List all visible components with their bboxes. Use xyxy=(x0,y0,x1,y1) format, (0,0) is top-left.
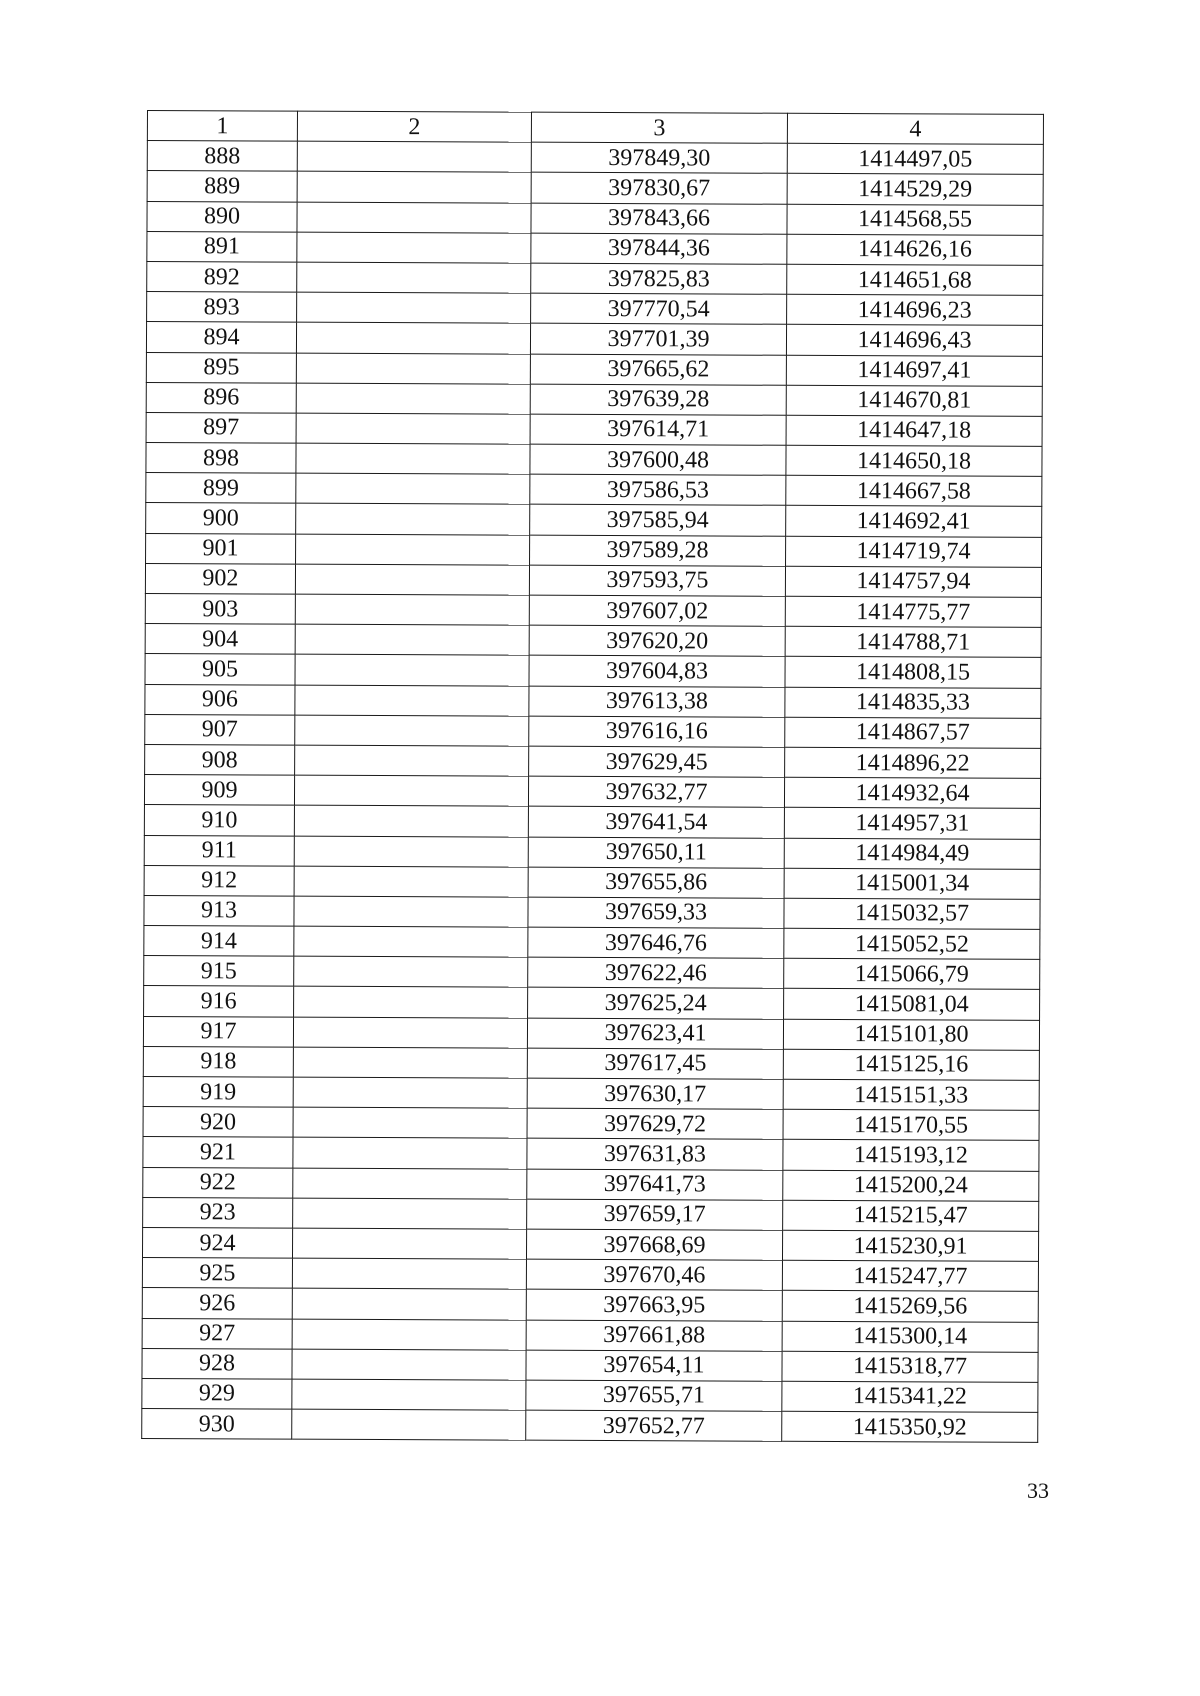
empty-cell xyxy=(294,775,528,806)
empty-cell xyxy=(294,836,528,867)
empty-cell xyxy=(293,1168,527,1199)
table-row xyxy=(145,714,1041,748)
table-row xyxy=(143,1197,1039,1231)
y-coordinate-cell: 1414808,15 xyxy=(785,657,1041,688)
y-coordinate-cell: 1414896,22 xyxy=(785,747,1041,778)
x-coordinate-cell: 397623,41 xyxy=(527,1018,783,1049)
empty-cell xyxy=(293,1107,527,1138)
x-coordinate-cell: 397617,45 xyxy=(527,1048,783,1079)
point-number-cell: 920 xyxy=(143,1107,293,1138)
empty-cell xyxy=(295,564,529,595)
x-coordinate-cell: 397625,24 xyxy=(528,988,784,1019)
empty-cell xyxy=(295,685,529,716)
point-number-cell: 899 xyxy=(146,473,296,504)
y-coordinate-cell: 1415066,79 xyxy=(784,959,1040,990)
empty-cell xyxy=(295,655,529,686)
table-row xyxy=(146,473,1042,507)
coordinates-table xyxy=(141,110,1044,1443)
table-row xyxy=(142,1258,1038,1292)
table-row xyxy=(142,1348,1038,1382)
table-row xyxy=(143,1016,1039,1050)
y-coordinate-cell: 1415300,14 xyxy=(782,1321,1038,1352)
y-coordinate-cell: 1415269,56 xyxy=(782,1291,1038,1322)
y-coordinate-cell: 1415350,92 xyxy=(782,1411,1038,1442)
x-coordinate-cell: 397641,54 xyxy=(528,806,784,837)
point-number-cell: 915 xyxy=(144,956,294,987)
point-number-cell: 914 xyxy=(144,926,294,957)
y-coordinate-cell: 1414984,49 xyxy=(784,838,1040,869)
table-row xyxy=(145,624,1041,658)
y-coordinate-cell: 1415151,33 xyxy=(783,1079,1039,1110)
x-coordinate-cell: 397668,69 xyxy=(526,1229,782,1260)
empty-cell xyxy=(295,594,529,625)
empty-cell xyxy=(296,443,530,474)
point-number-cell: 892 xyxy=(147,261,297,292)
point-number-cell: 889 xyxy=(147,171,297,202)
point-number-cell: 913 xyxy=(144,895,294,926)
y-coordinate-cell: 1414775,77 xyxy=(785,596,1041,627)
x-coordinate-cell: 397770,54 xyxy=(531,293,787,324)
x-coordinate-cell: 397629,72 xyxy=(527,1108,783,1139)
empty-cell xyxy=(295,745,529,776)
x-coordinate-cell: 397655,71 xyxy=(526,1380,782,1411)
table-row xyxy=(147,292,1043,326)
empty-cell xyxy=(295,624,529,655)
column-header-1: 1 xyxy=(147,111,297,142)
point-number-cell: 916 xyxy=(144,986,294,1017)
point-number-cell: 901 xyxy=(146,533,296,564)
empty-cell xyxy=(294,987,528,1018)
table-row xyxy=(147,171,1043,205)
empty-cell xyxy=(294,896,528,927)
table-row xyxy=(142,1318,1038,1352)
x-coordinate-cell: 397613,38 xyxy=(529,686,785,717)
y-coordinate-cell: 1414696,23 xyxy=(787,294,1043,325)
point-number-cell: 921 xyxy=(143,1137,293,1168)
table-row xyxy=(147,201,1043,235)
x-coordinate-cell: 397589,28 xyxy=(530,535,786,566)
y-coordinate-cell: 1414626,16 xyxy=(787,234,1043,265)
column-header-2: 2 xyxy=(297,111,531,142)
empty-cell xyxy=(292,1319,526,1350)
x-coordinate-cell: 397630,17 xyxy=(527,1078,783,1109)
y-coordinate-cell: 1414957,31 xyxy=(784,808,1040,839)
empty-cell xyxy=(294,866,528,897)
table-row xyxy=(144,775,1040,809)
x-coordinate-cell: 397659,33 xyxy=(528,897,784,928)
point-number-cell: 909 xyxy=(144,775,294,806)
x-coordinate-cell: 397661,88 xyxy=(526,1320,782,1351)
y-coordinate-cell: 1414651,68 xyxy=(787,264,1043,295)
table-row xyxy=(144,805,1040,839)
y-coordinate-cell: 1415247,77 xyxy=(782,1260,1038,1291)
y-coordinate-cell: 1415215,47 xyxy=(783,1200,1039,1231)
point-number-cell: 919 xyxy=(143,1076,293,1107)
y-coordinate-cell: 1414667,58 xyxy=(786,476,1042,507)
table-row xyxy=(146,412,1042,446)
table-header-row xyxy=(147,111,1043,145)
table-row xyxy=(143,1137,1039,1171)
y-coordinate-cell: 1415052,52 xyxy=(784,928,1040,959)
empty-cell xyxy=(293,1077,527,1108)
x-coordinate-cell: 397616,16 xyxy=(529,716,785,747)
table-row xyxy=(146,443,1042,477)
y-coordinate-cell: 1414719,74 xyxy=(786,536,1042,567)
point-number-cell: 922 xyxy=(143,1167,293,1198)
table-row xyxy=(144,956,1040,990)
point-number-cell: 903 xyxy=(145,593,295,624)
empty-cell xyxy=(296,383,530,414)
table-row xyxy=(146,382,1042,416)
empty-cell xyxy=(293,1138,527,1169)
table-row xyxy=(144,835,1040,869)
point-number-cell: 930 xyxy=(142,1409,292,1440)
x-coordinate-cell: 397586,53 xyxy=(530,474,786,505)
x-coordinate-cell: 397825,83 xyxy=(531,263,787,294)
point-number-cell: 898 xyxy=(146,443,296,474)
table-row xyxy=(145,684,1041,718)
point-number-cell: 917 xyxy=(143,1016,293,1047)
x-coordinate-cell: 397650,11 xyxy=(528,837,784,868)
y-coordinate-cell: 1415001,34 xyxy=(784,868,1040,899)
table-row xyxy=(143,1076,1039,1110)
table-row xyxy=(147,231,1043,265)
empty-cell xyxy=(295,715,529,746)
table-row xyxy=(143,1046,1039,1080)
x-coordinate-cell: 397607,02 xyxy=(529,595,785,626)
y-coordinate-cell: 1414757,94 xyxy=(785,566,1041,597)
empty-cell xyxy=(296,353,530,384)
x-coordinate-cell: 397663,95 xyxy=(526,1289,782,1320)
empty-cell xyxy=(292,1258,526,1289)
point-number-cell: 912 xyxy=(144,865,294,896)
y-coordinate-cell: 1415101,80 xyxy=(783,1019,1039,1050)
y-coordinate-cell: 1414932,64 xyxy=(784,777,1040,808)
x-coordinate-cell: 397614,71 xyxy=(530,414,786,445)
point-number-cell: 895 xyxy=(146,352,296,383)
point-number-cell: 918 xyxy=(143,1046,293,1077)
x-coordinate-cell: 397655,86 xyxy=(528,867,784,898)
x-coordinate-cell: 397641,73 xyxy=(527,1169,783,1200)
table-row xyxy=(145,593,1041,627)
y-coordinate-cell: 1414835,33 xyxy=(785,687,1041,718)
empty-cell xyxy=(296,534,530,565)
y-coordinate-cell: 1414670,81 xyxy=(786,385,1042,416)
point-number-cell: 908 xyxy=(145,744,295,775)
x-coordinate-cell: 397652,77 xyxy=(526,1410,782,1441)
x-coordinate-cell: 397830,67 xyxy=(531,173,787,204)
empty-cell xyxy=(292,1379,526,1410)
table-row xyxy=(147,141,1043,175)
x-coordinate-cell: 397665,62 xyxy=(530,354,786,385)
x-coordinate-cell: 397593,75 xyxy=(529,565,785,596)
x-coordinate-cell: 397849,30 xyxy=(531,142,787,173)
table-row xyxy=(145,563,1041,597)
x-coordinate-cell: 397632,77 xyxy=(528,776,784,807)
empty-cell xyxy=(294,926,528,957)
point-number-cell: 925 xyxy=(142,1258,292,1289)
y-coordinate-cell: 1415341,22 xyxy=(782,1381,1038,1412)
x-coordinate-cell: 397654,11 xyxy=(526,1350,782,1381)
point-number-cell: 905 xyxy=(145,654,295,685)
page-number: 33 xyxy=(1027,1478,1049,1503)
empty-cell xyxy=(292,1409,526,1440)
table-row xyxy=(143,1167,1039,1201)
point-number-cell: 910 xyxy=(144,805,294,836)
point-number-cell: 928 xyxy=(142,1348,292,1379)
point-number-cell: 893 xyxy=(147,292,297,323)
y-coordinate-cell: 1415081,04 xyxy=(784,989,1040,1020)
x-coordinate-cell: 397600,48 xyxy=(530,444,786,475)
table-row xyxy=(142,1227,1038,1261)
table-row xyxy=(145,654,1041,688)
empty-cell xyxy=(296,322,530,353)
y-coordinate-cell: 1414529,29 xyxy=(787,174,1043,205)
y-coordinate-cell: 1415193,12 xyxy=(783,1140,1039,1171)
x-coordinate-cell: 397639,28 xyxy=(530,384,786,415)
y-coordinate-cell: 1414692,41 xyxy=(786,506,1042,537)
point-number-cell: 890 xyxy=(147,201,297,232)
x-coordinate-cell: 397670,46 xyxy=(526,1259,782,1290)
empty-cell xyxy=(297,232,531,263)
table-row xyxy=(144,865,1040,899)
point-number-cell: 894 xyxy=(146,322,296,353)
empty-cell xyxy=(296,473,530,504)
table-row xyxy=(145,744,1041,778)
empty-cell xyxy=(297,141,531,172)
point-number-cell: 911 xyxy=(144,835,294,866)
x-coordinate-cell: 397604,83 xyxy=(529,656,785,687)
empty-cell xyxy=(293,1198,527,1229)
table-row xyxy=(144,895,1040,929)
point-number-cell: 888 xyxy=(147,141,297,172)
point-number-cell: 900 xyxy=(146,503,296,534)
table-row xyxy=(144,986,1040,1020)
x-coordinate-cell: 397631,83 xyxy=(527,1139,783,1170)
table-row xyxy=(146,322,1042,356)
y-coordinate-cell: 1414788,71 xyxy=(785,626,1041,657)
y-coordinate-cell: 1414696,43 xyxy=(786,325,1042,356)
point-number-cell: 897 xyxy=(146,412,296,443)
point-number-cell: 896 xyxy=(146,382,296,413)
column-header-4: 4 xyxy=(787,113,1043,144)
point-number-cell: 927 xyxy=(142,1318,292,1349)
table-row xyxy=(147,261,1043,295)
y-coordinate-cell: 1415170,55 xyxy=(783,1109,1039,1140)
point-number-cell: 902 xyxy=(145,563,295,594)
table-row xyxy=(146,503,1042,537)
y-coordinate-cell: 1414867,57 xyxy=(785,717,1041,748)
y-coordinate-cell: 1415032,57 xyxy=(784,898,1040,929)
empty-cell xyxy=(297,172,531,203)
empty-cell xyxy=(297,292,531,323)
empty-cell xyxy=(296,413,530,444)
x-coordinate-cell: 397646,76 xyxy=(528,927,784,958)
empty-cell xyxy=(292,1228,526,1259)
empty-cell xyxy=(297,262,531,293)
empty-cell xyxy=(297,202,531,233)
table-row xyxy=(146,533,1042,567)
point-number-cell: 904 xyxy=(145,624,295,655)
y-coordinate-cell: 1415125,16 xyxy=(783,1049,1039,1080)
y-coordinate-cell: 1414650,18 xyxy=(786,445,1042,476)
y-coordinate-cell: 1415318,77 xyxy=(782,1351,1038,1382)
point-number-cell: 929 xyxy=(142,1378,292,1409)
point-number-cell: 907 xyxy=(145,714,295,745)
y-coordinate-cell: 1414697,41 xyxy=(786,355,1042,386)
y-coordinate-cell: 1414497,05 xyxy=(787,143,1043,174)
x-coordinate-cell: 397622,46 xyxy=(528,957,784,988)
table-row xyxy=(146,352,1042,386)
table-row xyxy=(143,1107,1039,1141)
table-row xyxy=(142,1409,1038,1443)
point-number-cell: 924 xyxy=(142,1227,292,1258)
y-coordinate-cell: 1414647,18 xyxy=(786,415,1042,446)
column-header-3: 3 xyxy=(531,112,787,143)
empty-cell xyxy=(293,1047,527,1078)
point-number-cell: 926 xyxy=(142,1288,292,1319)
x-coordinate-cell: 397843,66 xyxy=(531,203,787,234)
y-coordinate-cell: 1415230,91 xyxy=(782,1230,1038,1261)
empty-cell xyxy=(293,1017,527,1048)
x-coordinate-cell: 397620,20 xyxy=(529,625,785,656)
y-coordinate-cell: 1415200,24 xyxy=(783,1170,1039,1201)
point-number-cell: 891 xyxy=(147,231,297,262)
x-coordinate-cell: 397585,94 xyxy=(530,505,786,536)
empty-cell xyxy=(292,1288,526,1319)
empty-cell xyxy=(296,504,530,535)
table-row xyxy=(142,1288,1038,1322)
empty-cell xyxy=(294,956,528,987)
x-coordinate-cell: 397629,45 xyxy=(529,746,785,777)
x-coordinate-cell: 397701,39 xyxy=(530,323,786,354)
table-body xyxy=(142,141,1044,1443)
empty-cell xyxy=(294,805,528,836)
empty-cell xyxy=(292,1349,526,1380)
x-coordinate-cell: 397659,17 xyxy=(527,1199,783,1230)
table-row xyxy=(144,926,1040,960)
point-number-cell: 923 xyxy=(143,1197,293,1228)
y-coordinate-cell: 1414568,55 xyxy=(787,204,1043,235)
x-coordinate-cell: 397844,36 xyxy=(531,233,787,264)
table-row xyxy=(142,1378,1038,1412)
point-number-cell: 906 xyxy=(145,684,295,715)
